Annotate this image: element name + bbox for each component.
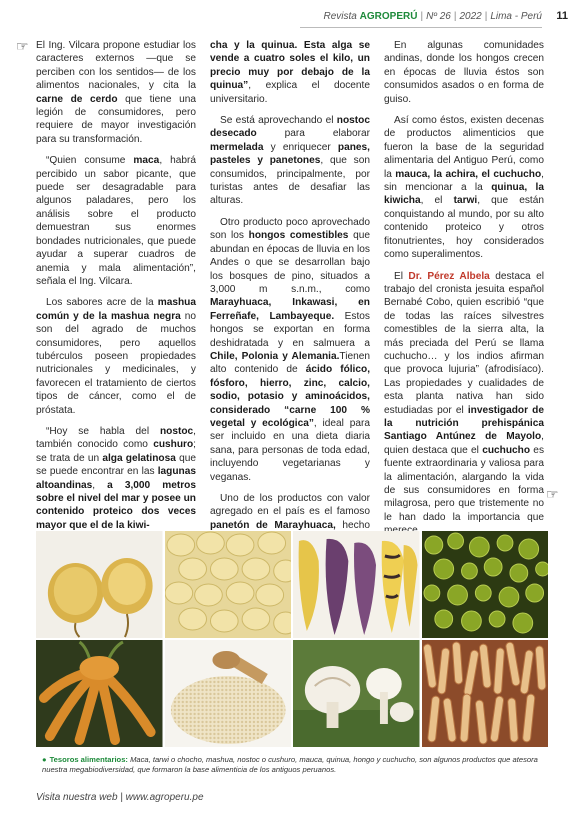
text-run: , (92, 479, 108, 491)
text-run: En algunas comunidades andinas, donde los hongos crecen en épocas de lluvia éstos son consumidos asados o en forma de guiso. (384, 40, 544, 105)
header-year: 2022 (459, 10, 482, 22)
text-run: , que son consumidos, principalmente, por turistas antes de desafiar las alturas. (210, 155, 370, 207)
page-number: 11 (556, 10, 568, 22)
paragraph (384, 39, 544, 106)
text-run: que se puede encontrar en las (36, 452, 196, 478)
article-body (36, 39, 545, 531)
bold-text: nostoc (159, 425, 194, 437)
caption-text: Maca, tarwi o chocho, mashua, nostoc o cushuro, mauca, quinua, hongo y cuchucho, son algunos productos que atesora nuestra megabiodiversidad, que formaron la base alimenticia de los antiguos peruanos. (42, 755, 538, 774)
footer-website: Visita nuestra web | www.agroperu.pe (36, 792, 204, 803)
pointing-hand-icon: ☞ (546, 486, 559, 502)
bold-text: panes, pasteles y panetones (210, 141, 370, 167)
text-run: Uno de los productos con valor agregado en el país es el famoso (210, 493, 370, 518)
text-run: Los sabores acre de la (46, 297, 158, 309)
nostoc-photo (422, 531, 549, 638)
paragraph (36, 39, 196, 146)
column-1 (36, 39, 196, 531)
header-place: Lima - Perú (490, 10, 542, 22)
text-run: que tiene una legión de consumidores, pero requiere de mayor investigación para su transformación. (36, 93, 196, 145)
bold-text: panetón de Marayhuaca, (210, 519, 336, 531)
bold-text: cha y la quinua. Esta alga se vende a cuatro soles el kilo, un precio muy por debajo de la quinua” (210, 40, 370, 92)
pointing-hand-icon: ☞ (16, 38, 29, 54)
bold-text: investigador de la nutrición prehispánica Santiago Antúnez de Mayolo (384, 404, 544, 443)
text-run: , sin mencionar a la (384, 168, 544, 194)
caption-lead: Tesoros alimentarios: (49, 755, 128, 764)
paragraph (384, 270, 544, 538)
text-run: , también conocido como (36, 425, 196, 451)
text-run: , el (420, 195, 454, 207)
bullet-icon: ● (42, 755, 47, 764)
tarwi-photo (165, 531, 292, 638)
header-issue: Nº 26 (426, 10, 451, 22)
paragraph (36, 425, 196, 532)
text-run: El (394, 270, 409, 282)
text-run: ; se trata de un (36, 439, 196, 464)
bold-text: cuchucho (482, 444, 531, 456)
mauca-photo (36, 640, 163, 747)
text-run: y enriquecer (263, 141, 338, 153)
photo-caption (42, 755, 548, 775)
bold-text: cushuro (153, 439, 194, 451)
cuchucho-photo (422, 640, 549, 747)
text-run: Estos hongos se exportan en forma deshidratada y en salmuera a (210, 310, 370, 349)
text-run: , que están conquistando al mundo, por su alto contenido proteico y otros fitonutrientes, hoy considerados como superalimentos. (384, 195, 544, 261)
header-magazine: Revista (323, 10, 357, 22)
text-run: no son del agrado de muchos consumidores, pero aquellos tubérculos poseen propiedades nutricionales y medicinales, y favorecen el tratamiento de ciertos tipos de cáncer, como el de próstata. (36, 310, 196, 416)
bold-text: lagunas altoandinas (36, 466, 196, 491)
paragraph (210, 114, 370, 208)
hongo-photo (293, 640, 420, 747)
bold-text: Marayhuaca, Inkawasi, en Ferreñafe, Lambayeque. (210, 297, 370, 322)
bold-text: ácido fólico, fósforo, hierro, zinc, calcio, sodio, potasio y aminoácidos, considerado “carne 100 % vegetal y ecológica” (210, 364, 371, 429)
text-run: Se está aprovechando el (220, 115, 337, 127)
mashua-photo (293, 531, 420, 638)
bold-text: mermelada (210, 141, 264, 153)
paragraph (384, 114, 544, 261)
header-brand: AGROPERÚ (359, 10, 418, 22)
food-photo-grid (36, 531, 548, 747)
text-run: , explica el docente universitario. (210, 80, 370, 105)
paragraph (36, 154, 196, 288)
text-run: “Quien consume (46, 155, 134, 167)
maca-photo (36, 531, 163, 638)
text-run: , ideal para ser incluido en una dieta diaria sana, para personas de toda edad, incluyendo vegetarianas y veganas. (210, 417, 370, 483)
text-run: , habrá percibido un sabor picante, que puede ser desagradable para algunos paladares, pero los análisis sobre el producto demuestran sus enormes bondades nutricionales, que puede ayudar a superar cuadros de anemia y mala alimentación”, señala el Ing. Vilcara. (36, 155, 196, 287)
bold-text: maca (133, 155, 160, 167)
bold-text: alga gelatinosa (102, 452, 176, 464)
bold-text: carne de cerdo (36, 93, 118, 105)
paragraph (36, 296, 196, 417)
bold-text: nostoc desecado (210, 115, 370, 140)
bold-text: Dr. Pérez Albela (408, 270, 490, 282)
bold-text: hongos comestibles (248, 230, 349, 242)
text-run: destaca el trabajo del cronista jesuita español Bernabé Cobo, quien escribió “que de todas las raíces silvestres comestibles de la sierra alta, la más preciada del Perú se llama cuchucho… y los indios afirman que provoca lujuria” (afrodisíaco). Las propiedades y cualidades de esta planta nativa han sido estudiadas por el (384, 270, 544, 416)
column-2 (210, 39, 371, 531)
header-divider (300, 27, 542, 28)
bold-text: tarwi (453, 195, 478, 207)
text-run: para elaborar (256, 128, 370, 140)
bold-text: quinua, la kiwicha (384, 182, 544, 207)
text-run: hecho (342, 519, 370, 531)
text-run: El Ing. Vilcara propone estudiar los caracteres externos —que se perciben con los sentidos— de los alimentos nacionales, y cita la (36, 40, 196, 92)
running-header: Revista AGROPERÚ | Nº 26 | 2022 | Lima - Perú 11 (323, 10, 568, 22)
text-run: es fuente extraordinaria y valiosa para la alimentación, alargando la vida de sus consumidores en forma milagrosa, pero que tristemente no le han dado la importancia que (384, 444, 545, 523)
paragraph (210, 216, 370, 484)
text-run: , quien destaca que el (384, 431, 544, 456)
text-run: Tienen alto contenido de (210, 350, 370, 376)
quinua-photo (165, 640, 292, 747)
text-run: “Hoy se habla del (46, 425, 160, 437)
bold-text: Chile, Polonia y Alemania. (210, 350, 340, 362)
bold-text: a 3,000 metros sobre el nivel del mar y posee un contenido proteico dos veces mayor que el de la kiwi- (36, 479, 196, 531)
bold-text: mauca, la achira, el cuchucho (395, 168, 542, 180)
text-run: que abundan en épocas de lluvia en los Andes o que se desarrollan bajo los bosques de pino, situados a 3,000 m s.n.m., como (210, 230, 370, 295)
column-3 (384, 39, 545, 523)
paragraph (210, 39, 370, 106)
text-run: Así como éstos, existen decenas de productos alimenticios que fueron la base de la seguridad alimentaria del Antiguo Perú, como la (384, 115, 544, 180)
text-run: Otro producto poco aprovechado son los (210, 216, 370, 242)
bold-text: mashua común y de la mashua negra (36, 297, 196, 322)
